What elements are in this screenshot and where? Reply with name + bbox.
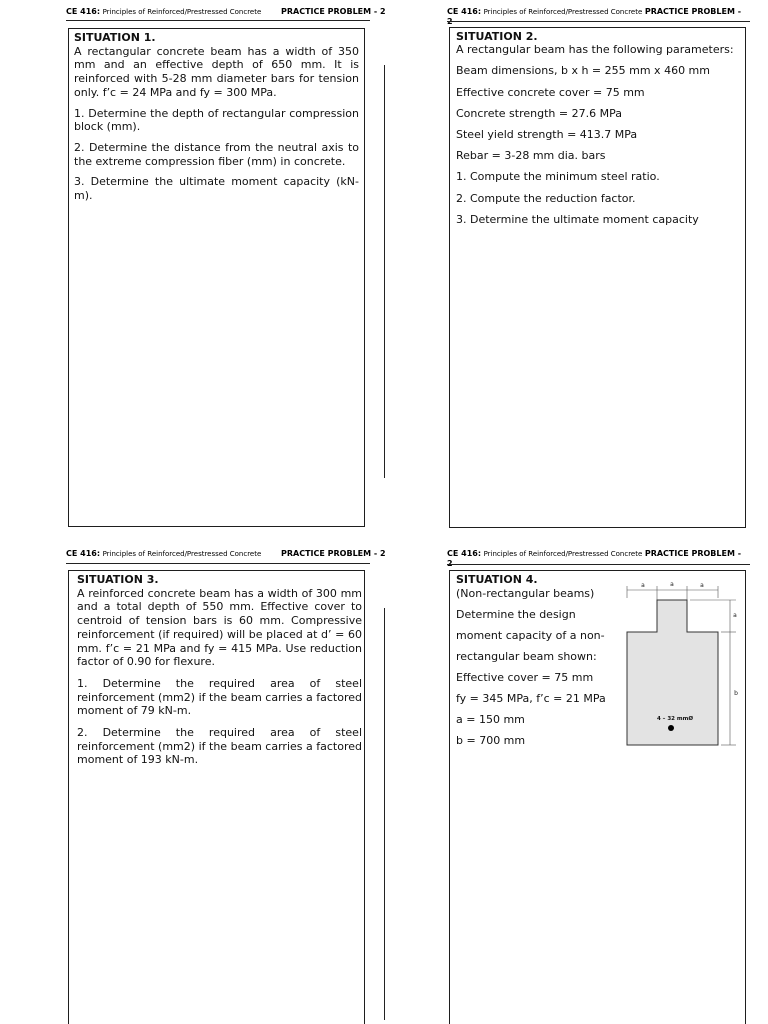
course-code: CE 416: — [447, 7, 482, 16]
problem-prompt: Determine the design moment capacity of a non-rectangular beam shown: — [456, 607, 605, 663]
sheet-title: PRACTICE PROBLEM - 2 — [281, 549, 386, 558]
sheet-title: PRACTICE PROBLEM - — [644, 7, 742, 16]
parameter-item: b = 700 mm — [456, 733, 526, 747]
header-rule — [447, 21, 750, 22]
question-item: 3. Determine the ultimate moment capacity — [456, 212, 699, 226]
course-code: CE 416: — [447, 549, 482, 558]
situation-3-box — [68, 570, 365, 1024]
dimension-label-a: a — [670, 581, 674, 588]
question-item: 2. Determine the required area of steel reinforcement (mm2) if the beam carries a factored moment of 193 kN-m. — [77, 726, 362, 767]
column-divider — [384, 608, 385, 1020]
course-subject: Principles of Reinforced/Prestressed Concrete — [483, 550, 643, 558]
reinforcement-label: 4 – 32 mmØ — [656, 716, 694, 722]
header-rule — [447, 564, 750, 565]
dimension-label-a: a — [733, 612, 737, 619]
sheet-title: PRACTICE PROBLEM - 2 — [281, 7, 386, 16]
column-divider — [384, 65, 385, 478]
situation-heading: SITUATION 4. — [456, 573, 538, 586]
page-header-top-right — [447, 7, 747, 26]
course-subject: Principles of Reinforced/Prestressed Concrete — [483, 8, 643, 16]
situation-heading: SITUATION 1. — [74, 31, 156, 44]
question-item: 1. Compute the minimum steel ratio. — [456, 170, 660, 184]
dimension-label-b: b — [734, 690, 738, 697]
beam-section-outline — [627, 600, 718, 745]
dimension-label-a: a — [641, 582, 645, 589]
question-item: 2. Determine the distance from the neutral axis to the extreme compression fiber (mm) in concrete. — [74, 140, 359, 168]
situation-2-box — [449, 27, 746, 528]
problem-statement: A reinforced concrete beam has a width of 300 mm and a total depth of 550 mm. Effective cover to centroid of tension bars is 60 mm. Compressive reinforcement (if required) will be placed at d’ = 60 mm. f’c = 21 MPa and fy = 415 MPa. Use reduction factor of 0.90 for flexure. — [77, 586, 362, 669]
header-rule — [66, 563, 370, 564]
page-header-bottom-right — [447, 549, 747, 568]
parameter-item: Effective cover = 75 mm — [456, 670, 594, 684]
parameter-item: Concrete strength = 27.6 MPa — [456, 106, 622, 120]
situation-subtitle: (Non-rectangular beams) — [456, 586, 595, 600]
parameter-item: Beam dimensions, b x h = 255 mm x 460 mm — [456, 64, 710, 78]
sheet-title: PRACTICE PROBLEM - — [644, 549, 742, 558]
question-item: 1. Determine the depth of rectangular compression block (mm). — [74, 106, 359, 134]
parameter-item: Effective concrete cover = 75 mm — [456, 85, 645, 99]
situation-4-box — [449, 570, 746, 1024]
course-subject: Principles of Reinforced/Prestressed Concrete — [102, 550, 262, 558]
parameter-item: fy = 345 MPa, f’c = 21 MPa — [456, 691, 606, 705]
situation-1-box — [68, 28, 365, 527]
parameter-item: Steel yield strength = 413.7 MPa — [456, 128, 638, 142]
question-item: 3. Determine the ultimate moment capacity (kN-m). — [74, 175, 359, 203]
course-subject: Principles of Reinforced/Prestressed Concrete — [102, 8, 262, 16]
situation-heading: SITUATION 3. — [77, 573, 159, 586]
course-code: CE 416: — [66, 7, 101, 16]
situation-heading: SITUATION 2. — [456, 29, 538, 43]
situation-4-text-column — [456, 604, 611, 751]
course-code: CE 416: — [66, 549, 101, 558]
dimension-label-a: a — [700, 582, 704, 589]
parameter-item: a = 150 mm — [456, 712, 525, 726]
question-item: 2. Compute the reduction factor. — [456, 191, 636, 205]
problem-intro: A rectangular beam has the following parameters: — [456, 43, 734, 57]
problem-statement: A rectangular concrete beam has a width of 350 mm and an effective depth of 650 mm. It is reinforced with 5-28 mm diameter bars for tension only. f’c = 24 MPa and fy = 300 MPa. — [74, 44, 359, 99]
question-item: 1. Determine the required area of steel reinforcement (mm2) if the beam carries a factored moment of 79 kN-m. — [77, 676, 362, 718]
page-header-top-left — [66, 7, 386, 17]
page-header-bottom-left — [66, 549, 386, 559]
beam-section-figure — [620, 578, 745, 753]
parameter-item: Rebar = 3-28 mm dia. bars — [456, 149, 606, 163]
rebar-dot — [668, 725, 674, 731]
header-rule — [66, 20, 370, 21]
